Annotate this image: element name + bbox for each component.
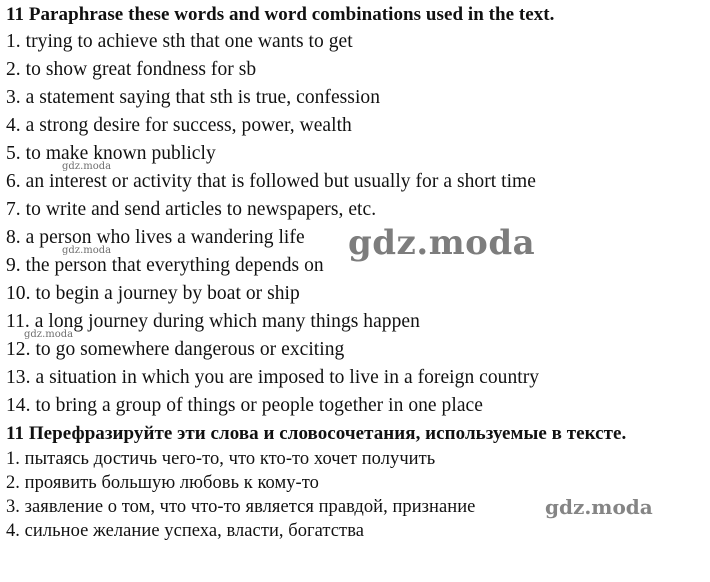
english-item-5: 5. to make known publicly bbox=[6, 143, 216, 164]
english-item-11: 11. a long journey during which many things happen bbox=[6, 311, 420, 332]
watermark-big: gdz.moda bbox=[348, 223, 536, 263]
russian-item-1: 1. пытаясь достичь чего-то, что кто-то хочет получить bbox=[6, 449, 436, 469]
english-item-9: 9. the person that everything depends on bbox=[6, 255, 324, 276]
watermark-mid: gdz.moda bbox=[545, 495, 653, 519]
english-item-1: 1. trying to achieve sth that one wants to get bbox=[6, 31, 353, 52]
watermark-small-1: gdz.moda bbox=[62, 161, 112, 172]
russian-item-4: 4. сильное желание успеха, власти, богатства bbox=[6, 521, 364, 541]
english-item-14: 14. to bring a group of things or people together in one place bbox=[6, 395, 483, 416]
russian-heading: 11 Перефразируйте эти слова и словосочетания, используемые в тексте. bbox=[6, 423, 627, 444]
russian-item-3: 3. заявление о том, что что-то является правдой, признание bbox=[6, 497, 476, 517]
english-item-2: 2. to show great fondness for sb bbox=[6, 59, 257, 80]
english-item-10: 10. to begin a journey by boat or ship bbox=[6, 283, 300, 304]
watermark-small-2: gdz.moda bbox=[62, 245, 112, 256]
english-item-13: 13. a situation in which you are imposed to live in a foreign country bbox=[6, 367, 540, 388]
russian-item-2: 2. проявить большую любовь к кому-то bbox=[6, 473, 319, 493]
english-heading: 11 Paraphrase these words and word combinations used in the text. bbox=[6, 4, 555, 25]
english-item-6: 6. an interest or activity that is followed but usually for a short time bbox=[6, 171, 536, 192]
english-item-8: 8. a person who lives a wandering life bbox=[6, 227, 305, 248]
watermark-small-3: gdz.moda bbox=[24, 329, 74, 340]
english-item-3: 3. a statement saying that sth is true, confession bbox=[6, 87, 381, 108]
english-item-7: 7. to write and send articles to newspapers, etc. bbox=[6, 199, 377, 220]
english-item-4: 4. a strong desire for success, power, wealth bbox=[6, 115, 352, 136]
english-item-12: 12. to go somewhere dangerous or exciting bbox=[6, 339, 345, 360]
